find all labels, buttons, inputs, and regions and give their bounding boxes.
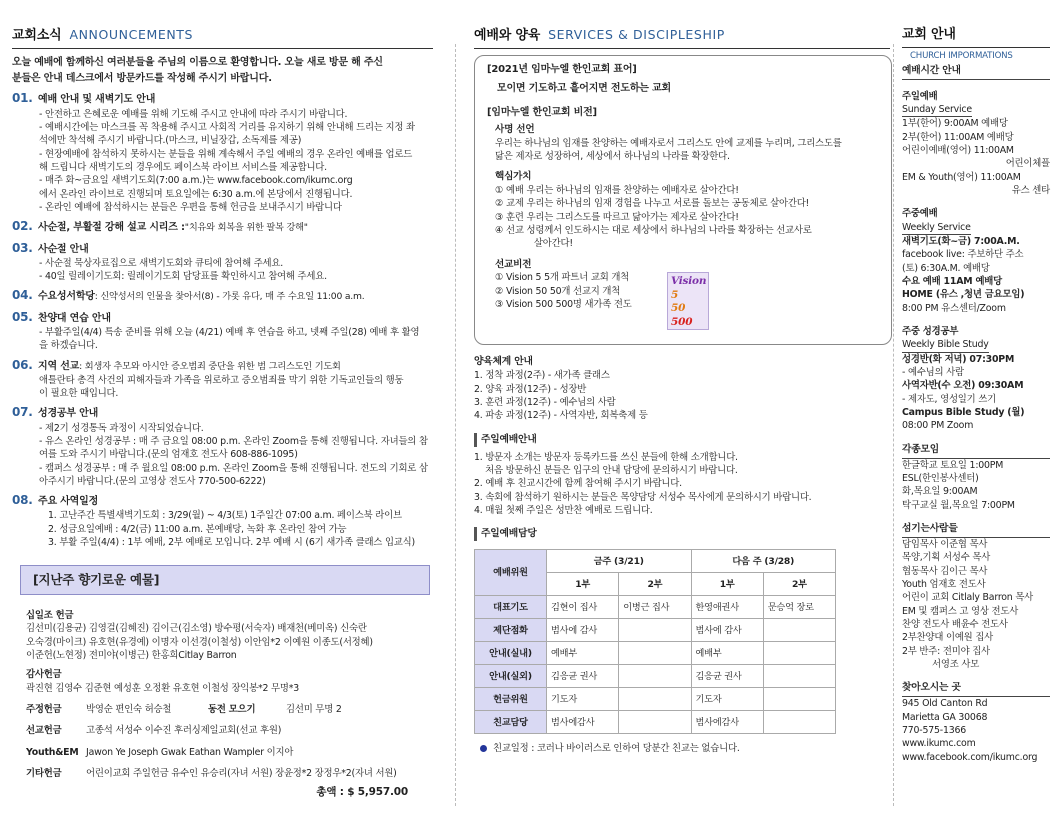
offering-total: 총액 : $ 5,957.00 [316,786,408,799]
motto-heading: [2021년 임마누엘 한인교회 표어] [487,64,637,76]
announcement-item [12,240,433,284]
worship-info-label: 주일예배안내 [474,433,890,447]
mission-label: 사명 선언 [495,124,535,136]
duty-cell: 범사에 감사 [691,619,763,642]
block-subtitle: Weekly Bible Study [902,338,989,352]
item-title: 예배 안내 및 새벽기도 안내 [38,94,156,106]
mission-vision-label: 선교비전 [495,258,532,270]
info-line: 2부(한어) 11:00AM 예배당 [902,131,1014,143]
services-header [474,26,890,49]
info-line: 8:00 PM 유스센터/Zoom [902,302,1006,314]
item-line: 애틀란타 총격 사건의 피해자들과 가족을 위로하고 증오범죄를 막기 위한 기독교인들의 행동 [39,374,404,386]
header-english: ANNOUNCEMENTS [69,27,194,42]
staff-line: 서영조 사모 [932,659,980,671]
fellowship-note [474,742,890,755]
role-cell: 안내(실내) [475,642,547,665]
info-line: 1부(한어) 9:00AM 예배당 [902,118,1008,130]
table-header-cell: 예배위원 [475,550,547,596]
table-row [475,711,836,734]
item-title: 찬양대 연습 안내 [38,312,111,324]
column-divider [893,44,894,806]
info-line: - 예수님의 사람 [902,367,964,379]
staff [902,522,1050,671]
offering-names: 김선미 무명 2 [286,704,342,716]
staff-line: Youth 엄재호 전도사 [902,579,986,591]
duty-cell: 범사에 감사 [547,619,619,642]
item-title: 성경공부 안내 [38,408,99,420]
item-inline-text: "치유와 회복을 위한 팔복 강해" [184,222,308,234]
announcement-heading [12,404,433,421]
info-line: 새벽기도(화~금) 7:00A.M. [902,236,1020,247]
duty-cell [619,665,691,688]
block-subtitle: Weekly Service [902,221,971,235]
announcement-item [12,90,433,214]
duty-table [474,549,836,734]
info-line: 수요 예배 11AM 예배당 [902,276,1003,288]
tithe-line: 이준헌(노현정) 전미야(이병근) 한홍희Citlay Barron [26,650,237,662]
training-item: 1. 정착 과정(2주) - 새가족 클래스 [474,370,610,382]
duty-cell: 예배부 [547,642,619,665]
role-cell: 헌금위원 [475,688,547,711]
vision-heading: [임마누엘 한인교회 비전] [487,106,597,118]
service-times-label: 예배시간 안내 [902,64,1050,80]
groups [902,443,1050,512]
tithe-line: 오숙경(마이크) 유호현(유경예) 이명자 이선경(이철성) 이안임*2 이예원 이종도(서정혜) [26,636,373,648]
church-info-header [902,26,1050,48]
item-inline-text: : 신약성서의 인물을 찾아서(8) - 가롯 유다, 매 주 수요일 11:00 a.m. [94,291,365,303]
worship-info-item: 3. 속회에 참석하기 원하시는 분들은 목양담당 서성수 목사에게 문의하시기 바랍니다. [474,491,812,503]
offering-row [26,767,426,780]
vision-badge [667,272,709,330]
duty-cell [619,619,691,642]
header-korean: 교회 안내 [902,27,956,42]
announcements-header [12,26,433,49]
core-values-label: 핵심가치 [495,171,532,183]
duty-cell [619,642,691,665]
badge-number: 500 [671,315,693,328]
item-line: 해 드립니다 새벽기도의 경우에도 페이스북 라이브 서비스를 제공합니다. [39,162,327,174]
announcements-column [0,0,443,816]
item-line: - 사순절 묵상자료집으로 새벽기도회와 큐티에 참여해 주세요. [39,257,284,269]
tithe-label: 십일조 헌금 [26,610,74,621]
block-subtitle: Sunday Service [902,103,972,117]
item-number: 03. [12,240,33,255]
announcement-item [12,357,433,401]
offering-row [26,724,426,737]
info-line: 화,목요일 9:00AM [902,486,978,498]
announcement-item [12,287,433,304]
worship-info-item: 4. 매월 첫째 주일은 성만찬 예배로 드립니다. [474,505,653,517]
offering-names: 고종석 서성수 이수진 후러싱제일교회(선교 후원) [86,725,282,737]
announcement-heading [12,309,433,326]
staff-line: 협동목사 김이근 목사 [902,565,988,577]
item-title: 사순절, 부활절 강해 설교 시리즈 : [38,222,185,234]
block-title: 섬기는사람들 [902,522,1050,538]
info-line: 08:00 PM Zoom [902,420,974,432]
item-line: 아주시기 바랍니다.(문의 고영상 전도사 770-500-6222) [39,475,266,487]
table-header-cell: 다음 주 (3/28) [691,550,836,573]
announcement-heading [12,287,433,304]
item-number: 01. [12,91,33,106]
offering-body [20,595,430,780]
thanks-line: 곽진현 김영수 김준현 예성훈 오정환 유호현 이철성 장익봉*2 무명*3 [26,682,300,694]
block-title: 각종모임 [902,443,1050,459]
item-line: - 부활주일(4/4) 특송 준비를 위해 오늘 (4/21) 예배 후 연습을 하고, 넷째 주일(28) 예배 후 활영 [39,326,420,338]
item-line: - 제2기 성경통독 과정이 시작되었습니다. [39,422,204,434]
sunday-service [902,90,1050,198]
duty-label: 주일예배담당 [474,527,890,541]
item-line: - 안전하고 은혜로운 예배를 위해 기도해 주시고 안내에 따라 주시기 바랍니다. [39,108,348,120]
item-line: 2. 성금요일예배 : 4/2(금) 11:00 a.m. 본예배당, 녹화 후 온라인 참여 가능 [48,523,347,535]
thanks-label: 감사헌금 [26,669,62,681]
staff-line: 2부 반주: 전미야 집사 [902,645,990,657]
table-header-cell: 1부 [547,573,619,596]
duty-cell [619,711,691,734]
services-column [470,0,890,816]
core-value: ② 교제 우리는 하나님의 임재 경험을 나누고 서로를 돌보는 공동체로 살아간다! [495,198,810,210]
info-line: 성경반(화 저녁) 07:30PM [902,353,1015,365]
offering-row [26,746,426,759]
column-divider [455,44,456,806]
announcement-heading [12,240,433,257]
staff-line: 찬양 전도사 배윤수 전도사 [902,619,1008,631]
info-line: Campus Bible Study (월) [902,407,1025,419]
table-header-row [475,550,836,573]
duty-cell: 이병근 집사 [619,596,691,619]
announcement-heading [12,218,433,235]
duty-cell: 김현이 집사 [547,596,619,619]
training-item: 3. 훈련 과정(12주) - 예수님의 사람 [474,397,616,409]
core-value: ④ 선교 성령께서 인도하시는 대로 세상에서 하나님의 나라를 확장하는 선교사로 [495,224,812,236]
announcement-item [12,218,433,235]
info-line: facebook live: 주보하단 주소 [902,249,1024,261]
duty-cell: 김응균 권사 [691,665,763,688]
block-title: 주중예배 [902,208,938,220]
item-title: 사순절 안내 [38,243,89,255]
item-line: 3. 부활 주일(4/4) : 1부 예배, 2부 예배로 모입니다. 2부 예배 시 (6기 새가족 클래스 입교식) [48,537,415,549]
badge-word: Vision [671,275,707,288]
table-row [475,596,836,619]
item-number: 05. [12,309,33,324]
address-line: 945 Old Canton Rd [902,698,988,710]
worship-info-item: 1. 방문자 소개는 방문자 등록카드를 쓰신 분들에 한해 소개합니다. [474,451,738,463]
announcement-list [12,90,433,549]
table-row [475,619,836,642]
duty-rows [475,596,836,734]
table-row [475,642,836,665]
item-number: 08. [12,493,33,508]
duty-cell [763,688,835,711]
vision-goal: ① Vision 5 5개 파트너 교회 개척 [495,272,630,284]
duty-cell: 기도자 [691,688,763,711]
block-title: 주중 성경공부 [902,326,959,338]
offering-rows [26,703,426,780]
bullet-icon [480,745,487,752]
item-line: 여를 도와 주시기 바랍니다.(문의 엄재호 전도사 608-886-1095) [39,449,298,461]
item-number: 07. [12,405,33,420]
role-cell: 제단점화 [475,619,547,642]
header-korean: 예배와 양육 [474,28,541,43]
intro-line: 분들은 안내 데스크에서 방문카드를 작성해 주시기 바랍니다. [12,72,272,84]
item-line: - 현장예배에 참석하지 못하시는 분들을 위해 계속해서 주일 예배의 경우 온라인 예배를 업로드 [39,148,413,160]
announcement-item [12,404,433,488]
duty-cell [619,688,691,711]
item-title: 수요성서학당 [38,291,95,303]
location [902,681,1050,764]
website-link[interactable]: www.ikumc.com [902,738,976,750]
info-line: ESL(한인봉사센터) [902,473,979,485]
item-number: 04. [12,288,33,303]
item-line: - 40일 릴레이기도회: 릴레이기도회 담당표를 확인하시고 참여해 주세요. [39,271,327,283]
welcome-intro [12,55,433,86]
item-line: - 캠퍼스 성경공부 : 매 주 월요일 08:00 p.m. 온라인 Zoom을 통해 진행됩니다. 전도의 기회로 삼 [39,462,428,474]
item-title: 지역 선교 [38,360,80,372]
badge-number: 5 [671,288,679,301]
training-label: 양육체계 안내 [474,356,533,368]
block-title: 찾아오시는 곳 [902,681,1050,697]
announcement-heading [12,357,433,374]
offering-box [20,565,430,810]
offering-label: 주정헌금 [26,704,62,716]
info-line: HOME (유스 ,청년 금요모임) [902,289,1025,301]
announcement-heading [12,492,433,509]
item-line: 을 하겠습니다. [39,340,98,352]
bible-study [902,325,1050,433]
worship-info-item: 처음 방문하신 분들은 입구의 안내 담당에 문의하시기 바랍니다. [474,464,738,476]
motto-text: 모이면 기도하고 흩어지면 전도하는 교회 [497,82,671,94]
role-cell: 안내(실외) [475,665,547,688]
mission-line: 닮은 제자로 성장하여, 세상에서 하나님의 나라를 확장한다. [495,150,730,162]
item-line: 에서 온라인 라이브로 진행되며 토요일에는 6:30 a.m.에 본당에서 진행됩니다. [39,188,353,200]
item-number: 02. [12,219,33,234]
mission-line: 우리는 하나님의 임재를 찬양하는 예배자로서 그리스도 안에 교제를 누리며, 그리스도를 [495,137,842,149]
vision-goal: ② Vision 50 50개 선교지 개척 [495,285,621,297]
duty-cell [763,711,835,734]
item-number: 06. [12,357,33,372]
table-header-cell: 금주 (3/21) [547,550,692,573]
training-item: 4. 파송 과정(12주) - 사역자반, 회복축제 등 [474,410,648,422]
core-value: ③ 훈련 우리는 그리스도를 따르고 닮아가는 제자로 살아간다! [495,211,739,223]
address-line: Marietta GA 30068 [902,711,988,723]
duty-cell [763,619,835,642]
offering-header: [지난주 향기로운 예물] [20,565,430,595]
staff-line: 담임목사 이준협 목사 [902,539,988,550]
table-header-cell: 1부 [691,573,763,596]
staff-list [902,538,1050,671]
offering-row [26,703,426,716]
info-line: 사역자반(수 오전) 09:30AM [902,380,1024,392]
offering-label: 기타헌금 [26,768,62,780]
duty-cell: 한영애권사 [691,596,763,619]
offering-label: 선교헌금 [26,725,62,737]
info-line: 어린이예배(영어) 11:00AM [902,144,1014,156]
info-line: 유스 센타 [1011,184,1050,196]
announcement-item [12,492,433,549]
staff-line: EM 및 캠퍼스 고 영상 전도사 [902,605,1019,617]
offering-names: 어린이교회 주일헌금 유수인 유승리(자녀 서원) 장윤정*2 장정우*2(자녀 서원) [86,768,397,780]
info-line: 탁구교실 월,목요일 7:00PM [902,499,1015,511]
facebook-link[interactable]: www.facebook.com/ikumc.org [902,751,1038,763]
block-title: 주일예배 [902,90,938,102]
duty-cell: 문승억 장로 [763,596,835,619]
duty-cell [763,665,835,688]
core-value: 살아간다! [495,238,573,250]
item-line: 석에만 착석해 주시기 바랍니다.(마스크, 비닐장갑, 소독제를 제공) [39,135,302,147]
info-line: EM & Youth(영어) 11:00AM [902,171,1021,183]
table-header-cell: 2부 [763,573,835,596]
item-inline-text: : 회생자 추모와 아시안 증오범죄 중단을 위한 범 그리스도인 기도회 [79,360,341,372]
vision-box [474,55,892,345]
note-text: 친교일정 : 코러나 바이러스로 인하여 당분간 친교는 없습니다. [493,743,740,755]
table-row [475,688,836,711]
header-korean: 교회소식 [12,28,62,43]
staff-line: 어린이 교회 Citlaly Barron 목사 [902,592,1034,604]
table-row [475,665,836,688]
header-english: CHURCH IMPORMATIONS [910,51,1013,62]
item-line: - 매주 화~금요일 새벽기도회(7:00 a.m.)는 www.facebook.com/ikumc.org [39,175,353,187]
duty-cell: 범사에감사 [547,711,619,734]
announcement-item [12,309,433,353]
announcement-heading [12,90,433,107]
badge-number: 50 [671,302,686,315]
item-line: - 유스 온라인 성경공부 : 매 주 금요일 08:00 p.m. 온라인 Zoom을 통해 진행됩니다. 자녀들의 참 [39,435,428,447]
offering-label: Youth&EM [26,746,79,758]
item-line: - 예배시간에는 마스크를 꼭 착용해 주시고 사회적 거리를 유지하기 위해 안내해 드리는 지정 좌 [39,121,415,133]
duty-cell: 예배부 [691,642,763,665]
church-info-column [896,0,1056,816]
offering-label: 동전 모으기 [208,704,256,716]
role-cell: 친교담당 [475,711,547,734]
worship-info-item: 2. 예배 후 친교시간에 함께 참여해 주시기 바랍니다. [474,478,682,490]
header-english: SERVICES & DISCIPLESHIP [548,27,725,42]
duty-cell: 범사에감사 [691,711,763,734]
info-line: (토) 6:30A.M. 예배당 [902,262,990,274]
staff-line: 2부찬양대 이예원 집사 [902,632,994,644]
info-line: 어린이체플 [1005,158,1050,170]
info-line: - 제자도, 영성일기 쓰기 [902,393,997,405]
vision-goal: ③ Vision 500 500명 새가족 전도 [495,298,632,310]
item-line: - 온라인 예배에 참석하시는 분들은 우편을 통해 헌금을 보내주시기 바랍니다 [39,202,342,214]
worship-info-list [474,451,890,518]
info-line: 한글학교 토요일 1:00PM [902,459,1004,471]
duty-cell: 김응균 권사 [547,665,619,688]
item-line: 1. 고난주간 특별새벽기도회 : 3/29(월) ~ 4/3(토) 1주일간 07:00 a.m. 페이스북 라이브 [48,510,402,522]
tithe-line: 김선미(김용균) 김영걸(김혜진) 김이근(김소영) 방수평(서숙자) 배재천(베미옥) 신숙란 [26,623,367,635]
core-value: ① 예배 우리는 하나님의 임재를 찬양하는 예배자로 살아간다! [495,184,739,196]
table-header-cell: 2부 [619,573,691,596]
role-cell: 대표기도 [475,596,547,619]
training-item: 2. 양육 과정(12주) - 성장반 [474,383,587,395]
duty-cell [763,642,835,665]
duty-cell: 기도자 [547,688,619,711]
offering-names: 박영순 편인숙 허승철 [86,704,172,716]
intro-line: 오늘 예배에 함께하신 여러분들을 주님의 이름으로 환영합니다. 오늘 새로 방문 해 주신 [12,57,383,69]
item-title: 주요 사역일정 [38,496,99,508]
phone: 770-575-1366 [902,725,967,737]
offering-names: Jawon Ye Joseph Gwak Eathan Wampler 이지아 [86,746,294,758]
item-line: 이 필요한 때입니다. [39,388,119,400]
weekly-service [902,207,1050,315]
staff-line: 목양,기획 서성수 목사 [902,552,991,564]
